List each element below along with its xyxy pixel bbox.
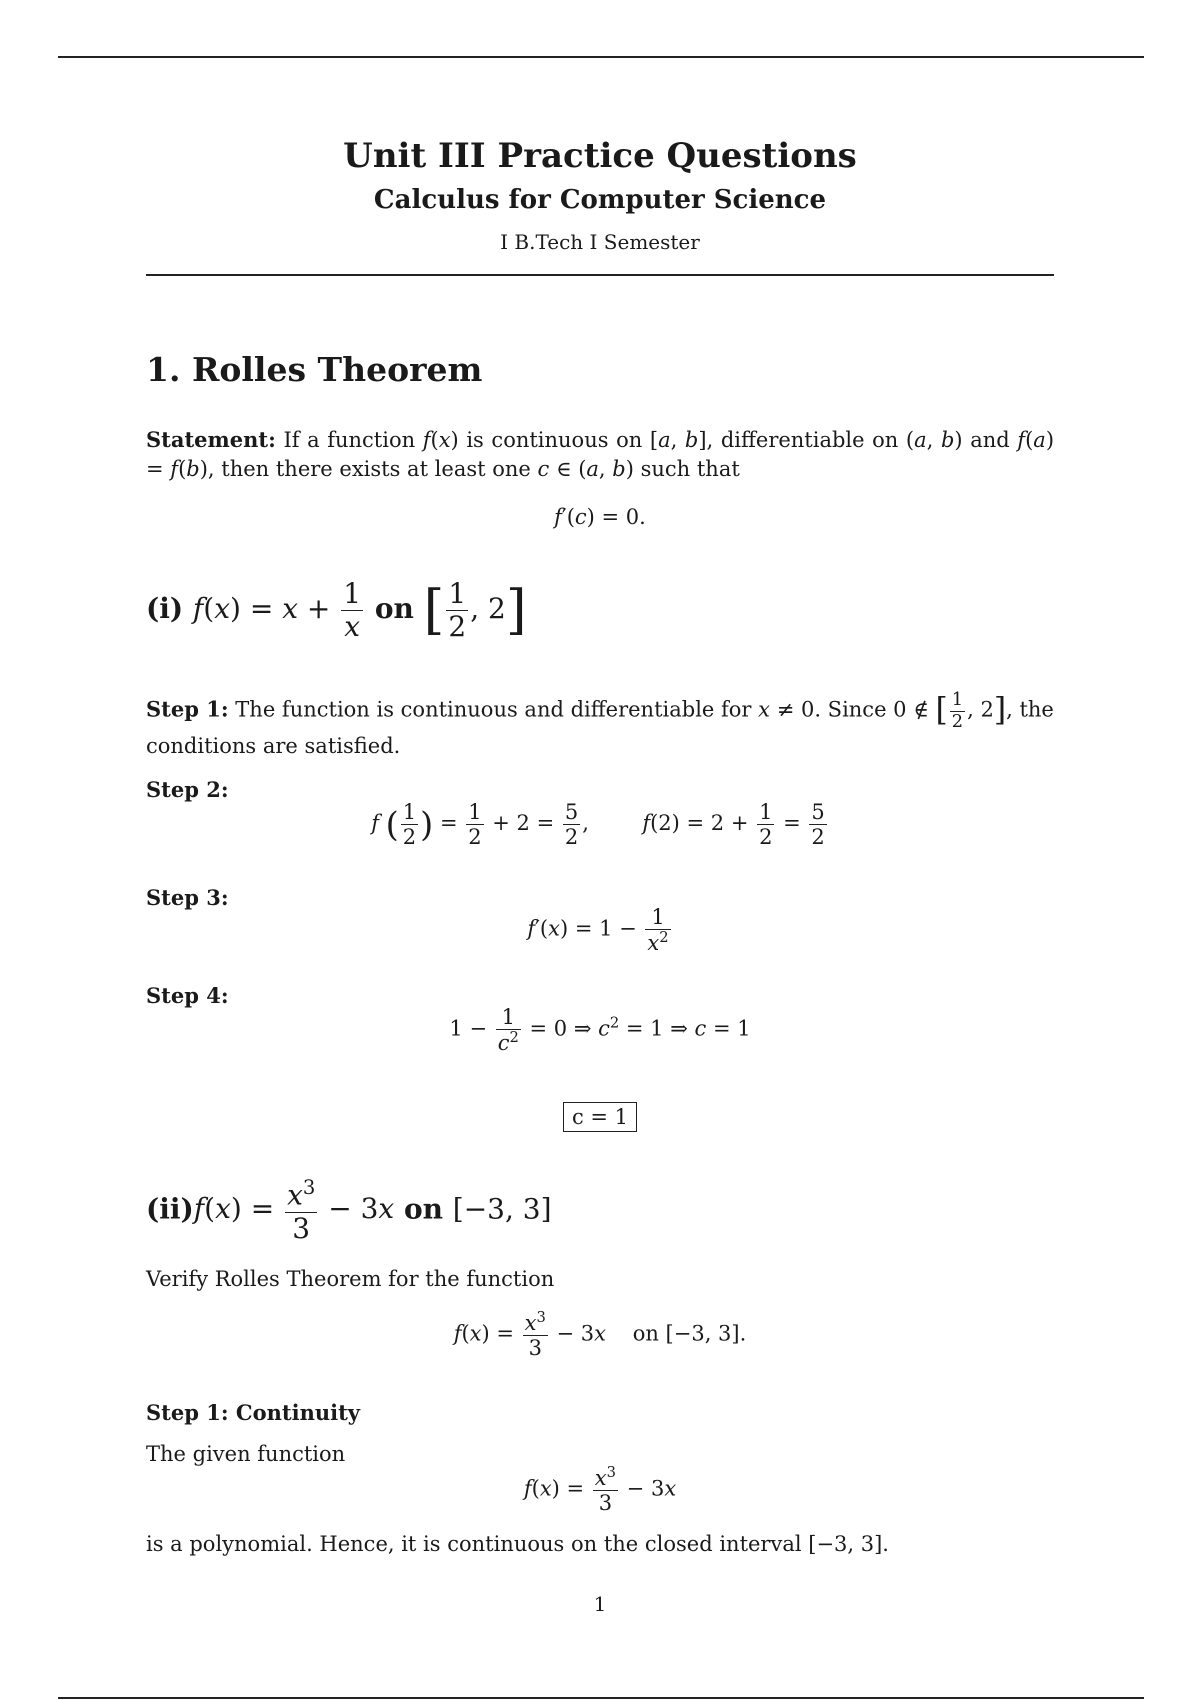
part-i-step4-formula: 1 − $\frac{1}{c^2}$ = 0 ⇒ $c^2 = 1$ ⇒ c = 1 <box>449 1005 751 1056</box>
result-box: c = 1 <box>563 1102 637 1132</box>
part-ii-heading: (ii)f(x) = $\frac{x^3}{3}$ − 3x on [−3, 3] <box>146 1176 552 1245</box>
section-heading: 1. Rolles Theorem <box>146 350 483 389</box>
bottom-rule <box>58 1697 1144 1699</box>
top-rule <box>58 56 1144 58</box>
part-i-step1: Step 1: The function is continuous and differentiable for x ≠ 0. Since 0 ∉ [ $\frac{1}{2}$ , 2], the conditions are satisfied. <box>146 689 1054 759</box>
part-i-result <box>146 1102 1054 1132</box>
statement-label: Statement: <box>146 427 276 452</box>
document-semester: I B.Tech I Semester <box>500 230 700 254</box>
part-ii-step1-label: Step 1: Continuity <box>146 1400 360 1425</box>
document-subtitle: Calculus for Computer Science <box>373 185 827 215</box>
statement-formula: f′(c) = 0. <box>554 505 646 529</box>
statement-paragraph: Statement: If a function f(x) is continuous on [a, b], differentiable on (a, b) and f(a) = f(b), then there exists at least one c ∈ (a, b) such that <box>146 427 1055 481</box>
header-rule <box>146 274 1054 276</box>
part-ii-verify: Verify Rolles Theorem for the function <box>146 1267 555 1291</box>
part-ii-given: The given function <box>146 1442 346 1466</box>
part-i-step3-label: Step 3: <box>146 885 229 910</box>
step1-label: Step 1: <box>146 696 229 722</box>
part-i-step3-formula: f′(x) = 1 − $\frac{1}{x^2}$ <box>527 905 669 956</box>
page-number: 1 <box>593 1592 607 1616</box>
part-ii-verify-formula: f(x) = $\frac{x^3}{3}$ − 3x on [−3, 3]. <box>453 1309 747 1361</box>
part-i-heading: (i) f(x) = x + $\frac{1}{x}$ on [ $\frac{1}{2}$ , 2] <box>146 577 527 644</box>
part-i-step2-formula: f ( $\frac{1}{2}$ ) = $\frac{1}{2}$ + 2 = $\frac{5}{2}$ , f(2) = 2 + $\frac{1}{2}$ = $\frac{5}{2}$ <box>371 800 825 850</box>
part-i-step4-label: Step 4: <box>146 983 229 1008</box>
document-title: Unit III Practice Questions <box>343 136 857 176</box>
part-ii-polynomial: is a polynomial. Hence, it is continuous on the closed interval [−3, 3]. <box>146 1532 889 1556</box>
part-ii-function-formula: f(x) = $\frac{x^3}{3}$ − 3x <box>523 1464 677 1516</box>
part-i-step2-label: Step 2: <box>146 777 229 802</box>
